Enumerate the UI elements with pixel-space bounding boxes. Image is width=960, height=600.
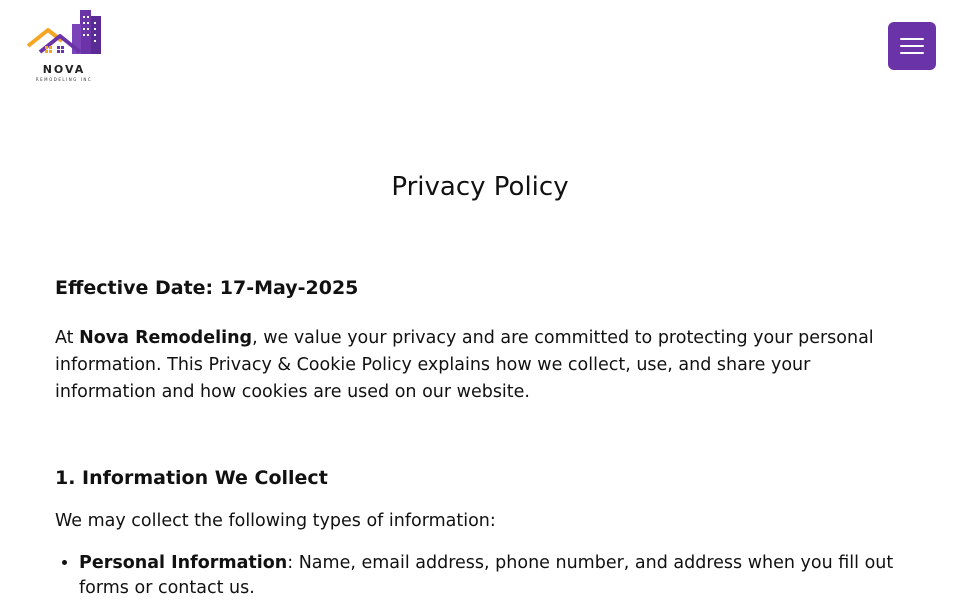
page-title: Privacy Policy: [391, 172, 569, 202]
info-list: [55, 551, 905, 600]
list-item-label: Personal Information: [79, 553, 288, 573]
effective-date: Effective Date: 17-May-2025: [55, 277, 359, 299]
hamburger-icon-line: [900, 52, 924, 54]
logo-subtitle: REMODELING INC: [35, 77, 93, 82]
logo-graphic: [24, 8, 106, 66]
policy-content: [55, 272, 905, 600]
list-item-text: : Name, email address, phone number, and address when you fill out forms or contact us.: [79, 553, 894, 598]
menu-button[interactable]: [888, 22, 936, 70]
site-header: [0, 0, 960, 90]
list-item: [79, 551, 905, 600]
logo-wordmark: NOVA: [42, 63, 86, 76]
nova-logo[interactable]: [24, 8, 106, 82]
intro-prefix: At: [55, 328, 80, 348]
section-heading: 1. Information We Collect: [55, 467, 328, 489]
hamburger-icon-line: [900, 45, 924, 47]
section-intro: We may collect the following types of information:: [55, 511, 496, 531]
company-name: Nova Remodeling: [79, 328, 253, 348]
intro-paragraph: [55, 325, 905, 406]
hamburger-icon: [900, 38, 924, 40]
intro-text: , we value your privacy and are committed to protecting your personal information. This Privacy & Cookie Policy explains how we collect, use, and share your information and how cookies are used on our website.: [55, 328, 874, 402]
